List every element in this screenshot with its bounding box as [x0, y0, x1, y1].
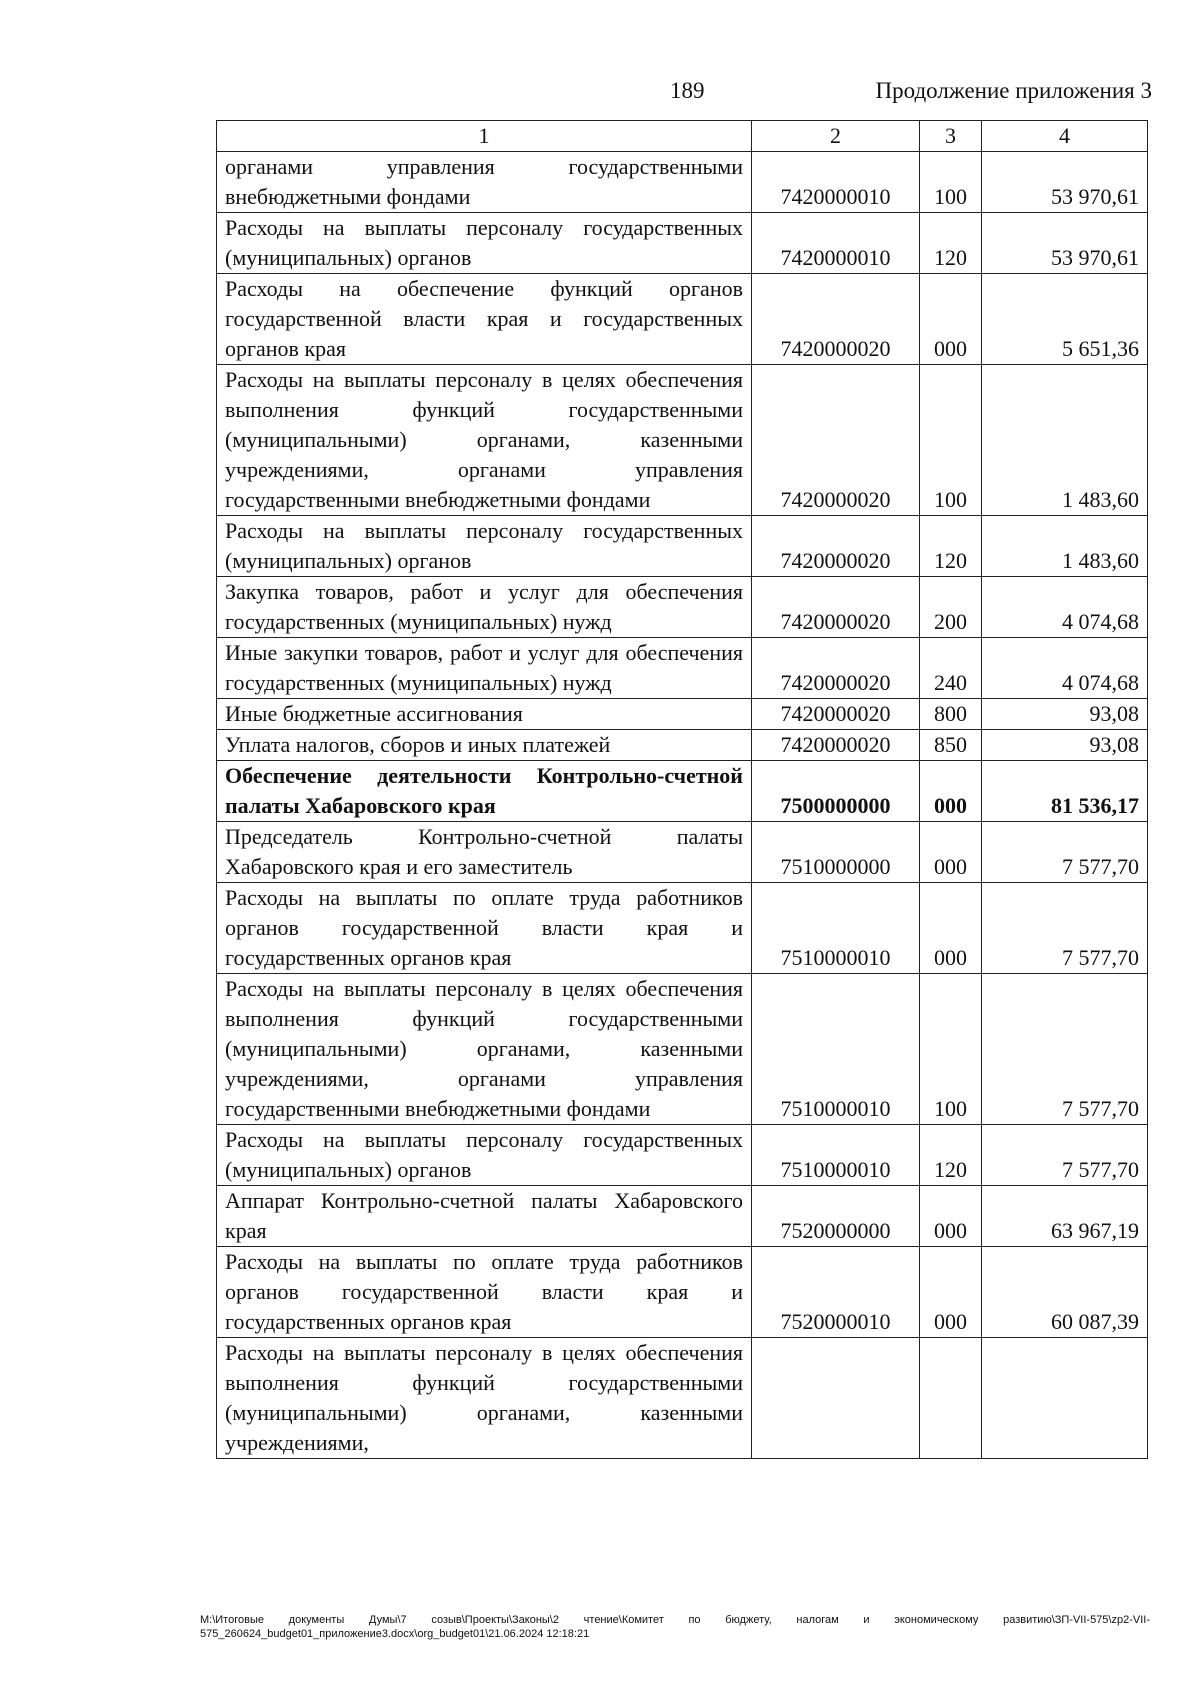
row-target-code: 7420000020	[752, 577, 920, 638]
table-row	[217, 1125, 1148, 1186]
row-expense-type: 120	[920, 1125, 982, 1186]
row-target-code: 7420000020	[752, 730, 920, 761]
row-target-code	[752, 1338, 920, 1459]
row-target-code: 7510000010	[752, 883, 920, 974]
row-description: Расходы на выплаты персоналу государственных (муниципальных) органов	[217, 1125, 752, 1186]
row-amount: 4 074,68	[982, 577, 1148, 638]
row-target-code: 7510000010	[752, 1125, 920, 1186]
row-description: Расходы на выплаты персоналу государственных (муниципальных) органов	[217, 213, 752, 274]
row-amount: 1 483,60	[982, 516, 1148, 577]
row-target-code: 7510000000	[752, 822, 920, 883]
row-amount: 60 087,39	[982, 1247, 1148, 1338]
row-target-code: 7420000010	[752, 152, 920, 213]
row-expense-type: 800	[920, 699, 982, 730]
column-header: 1	[217, 121, 752, 152]
row-expense-type: 100	[920, 974, 982, 1125]
row-target-code: 7420000020	[752, 638, 920, 699]
row-amount: 7 577,70	[982, 974, 1148, 1125]
row-expense-type: 120	[920, 213, 982, 274]
row-description: Расходы на выплаты персоналу государственных (муниципальных) органов	[217, 516, 752, 577]
row-description: Расходы на выплаты по оплате труда работников органов государственной власти края и государственных органов края	[217, 883, 752, 974]
row-description: Иные закупки товаров, работ и услуг для обеспечения государственных (муниципальных) нужд	[217, 638, 752, 699]
table-row	[217, 730, 1148, 761]
table-row	[217, 1186, 1148, 1247]
row-target-code: 7420000020	[752, 274, 920, 365]
row-expense-type: 000	[920, 822, 982, 883]
row-target-code: 7420000020	[752, 699, 920, 730]
row-description: Иные бюджетные ассигнования	[217, 699, 752, 730]
table-row	[217, 365, 1148, 516]
row-expense-type: 000	[920, 1186, 982, 1247]
table-row	[217, 274, 1148, 365]
table-row	[217, 152, 1148, 213]
row-target-code: 7420000020	[752, 516, 920, 577]
row-amount: 7 577,70	[982, 1125, 1148, 1186]
row-description: Аппарат Контрольно-счетной палаты Хабаровского края	[217, 1186, 752, 1247]
table-row	[217, 213, 1148, 274]
row-description: Председатель Контрольно-счетной палаты Хабаровского края и его заместитель	[217, 822, 752, 883]
row-amount: 7 577,70	[982, 883, 1148, 974]
row-amount: 53 970,61	[982, 152, 1148, 213]
row-amount: 5 651,36	[982, 274, 1148, 365]
row-description: Расходы на обеспечение функций органов государственной власти края и государственных органов края	[217, 274, 752, 365]
table-row	[217, 1247, 1148, 1338]
row-description: Расходы на выплаты персоналу в целях обеспечения выполнения функций государственными (муниципальными) органами, казенными учреждениями, органами управления государственными внебюджетными фондами	[217, 974, 752, 1125]
row-amount: 1 483,60	[982, 365, 1148, 516]
row-amount: 81 536,17	[982, 761, 1148, 822]
row-expense-type: 120	[920, 516, 982, 577]
column-number-row	[217, 121, 1148, 152]
budget-table	[216, 120, 1148, 1459]
table-row	[217, 638, 1148, 699]
row-amount: 4 074,68	[982, 638, 1148, 699]
row-amount: 53 970,61	[982, 213, 1148, 274]
continuation-heading: Продолжение приложения 3	[875, 78, 1152, 103]
row-expense-type: 000	[920, 274, 982, 365]
table-row	[217, 516, 1148, 577]
row-description: Уплата налогов, сборов и иных платежей	[217, 730, 752, 761]
row-expense-type: 850	[920, 730, 982, 761]
page-number: 189	[670, 78, 705, 103]
footer-file-path: M:\Итоговые документы Думы\7 созыв\Проекты\Законы\2 чтение\Комитет по бюджету, налогам и экономическому развитию\ЗП-VII-575\zp2-VII-575_260624_budget01_приложение3.docx\org_budget01\21.06.2024 12:18:21	[200, 1614, 1150, 1640]
row-description: органами управления государственными внебюджетными фондами	[217, 152, 752, 213]
row-description: Расходы на выплаты персоналу в целях обеспечения выполнения функций государственными (муниципальными) органами, казенными учреждениями, органами управления государственными внебюджетными фондами	[217, 365, 752, 516]
row-expense-type: 000	[920, 1247, 982, 1338]
column-header: 2	[752, 121, 920, 152]
table-row	[217, 1338, 1148, 1459]
row-amount: 7 577,70	[982, 822, 1148, 883]
row-expense-type	[920, 1338, 982, 1459]
column-header: 3	[920, 121, 982, 152]
table-row	[217, 761, 1148, 822]
row-target-code: 7510000010	[752, 974, 920, 1125]
row-expense-type: 200	[920, 577, 982, 638]
row-description: Закупка товаров, работ и услуг для обеспечения государственных (муниципальных) нужд	[217, 577, 752, 638]
row-amount: 63 967,19	[982, 1186, 1148, 1247]
table-row	[217, 699, 1148, 730]
table-row	[217, 822, 1148, 883]
row-expense-type: 000	[920, 761, 982, 822]
row-expense-type: 240	[920, 638, 982, 699]
row-expense-type: 100	[920, 365, 982, 516]
table-row	[217, 577, 1148, 638]
row-amount: 93,08	[982, 699, 1148, 730]
row-target-code: 7500000000	[752, 761, 920, 822]
table-row	[217, 974, 1148, 1125]
row-description: Расходы на выплаты по оплате труда работников органов государственной власти края и государственных органов края	[217, 1247, 752, 1338]
row-target-code: 7520000000	[752, 1186, 920, 1247]
row-amount	[982, 1338, 1148, 1459]
row-expense-type: 100	[920, 152, 982, 213]
row-target-code: 7420000020	[752, 365, 920, 516]
row-amount: 93,08	[982, 730, 1148, 761]
row-target-code: 7520000010	[752, 1247, 920, 1338]
row-description: Расходы на выплаты персоналу в целях обеспечения выполнения функций государственными (муниципальными) органами, казенными учреждениями,	[217, 1338, 752, 1459]
column-header: 4	[982, 121, 1148, 152]
row-target-code: 7420000010	[752, 213, 920, 274]
row-expense-type: 000	[920, 883, 982, 974]
row-description: Обеспечение деятельности Контрольно-счетной палаты Хабаровского края	[217, 761, 752, 822]
table-row	[217, 883, 1148, 974]
